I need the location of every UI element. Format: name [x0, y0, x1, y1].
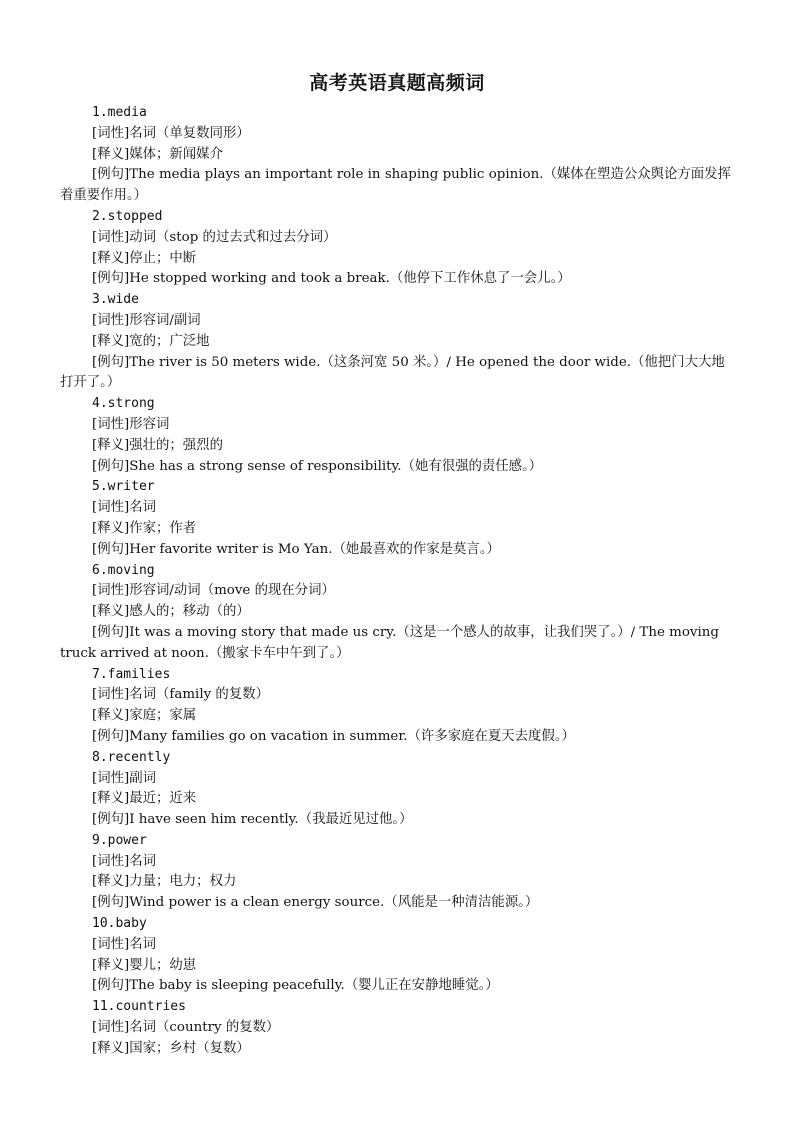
example-label: [例句]: [92, 167, 130, 183]
entry-pos-line: [60, 124, 736, 145]
entry-word: 4.strong: [92, 396, 155, 412]
entry-word: 2.stopped: [92, 208, 163, 224]
page-title: 高考英语真题高频词: [309, 72, 485, 94]
entry-word: 3.wide: [92, 292, 139, 308]
entry-meaning-line: [60, 145, 736, 166]
entry-pos-line: [60, 852, 736, 873]
example-label: [例句]: [92, 624, 130, 640]
entry-example: She has a strong sense of responsibility.（她有很强的责任感。）: [129, 458, 543, 474]
meaning-label: [释义]: [92, 333, 130, 349]
entry-meaning-line: [60, 1039, 736, 1060]
entry-word: 10.baby: [92, 916, 147, 932]
entry-pos-line: [60, 1018, 736, 1039]
entry-meaning: 停止；中断: [129, 250, 197, 266]
entry-pos-line: [60, 498, 736, 519]
entry-meaning: 家庭；家属: [129, 708, 197, 724]
entry-pos: 名词: [129, 500, 157, 516]
entry-meaning: 感人的；移动（的）: [129, 604, 250, 620]
meaning-label: [释义]: [92, 250, 130, 266]
entry-word: 6.moving: [92, 562, 155, 578]
entry-pos: 名词: [129, 853, 157, 869]
vocab-entry: [60, 997, 736, 1059]
entry-meaning: 强壮的；强烈的: [129, 437, 223, 453]
example-label: [例句]: [92, 354, 130, 370]
pos-label: [词性]: [92, 312, 130, 328]
entry-word: 7.families: [92, 666, 171, 682]
entry-pos-line: [60, 769, 736, 790]
example-label: [例句]: [92, 541, 130, 557]
entry-meaning-line: [60, 436, 736, 457]
entry-pos-line: [60, 311, 736, 332]
entry-meaning-line: [60, 249, 736, 270]
entry-example-line: [60, 623, 736, 665]
example-label: [例句]: [92, 812, 130, 828]
example-label: [例句]: [92, 978, 130, 994]
pos-label: [词性]: [92, 500, 130, 516]
entry-example-line: [60, 976, 736, 997]
vocab-entry: [60, 477, 736, 560]
entry-meaning-line: [60, 872, 736, 893]
entry-meaning: 国家；乡村（复数）: [129, 1040, 250, 1056]
entry-example: I have seen him recently.（我最近见过他。）: [129, 812, 413, 828]
entry-pos: 动词（stop 的过去式和过去分词）: [129, 229, 337, 245]
entry-meaning-line: [60, 956, 736, 977]
example-label: [例句]: [92, 271, 130, 287]
entry-word: 5.writer: [92, 479, 155, 495]
entry-example: He stopped working and took a break.（他停下工作休息了一会儿。）: [129, 271, 571, 287]
entry-meaning: 婴儿；幼崽: [129, 957, 197, 973]
vocab-entry: [60, 561, 736, 665]
meaning-label: [释义]: [92, 146, 130, 162]
entry-pos-line: [60, 415, 736, 436]
example-label: [例句]: [92, 895, 130, 911]
entry-meaning: 力量；电力；权力: [129, 874, 237, 890]
entry-example: The baby is sleeping peacefully.（婴儿正在安静地睡觉。）: [129, 978, 499, 994]
entry-pos: 名词: [129, 936, 157, 952]
meaning-label: [释义]: [92, 437, 130, 453]
entry-example-line: [60, 269, 736, 290]
entry-pos-line: [60, 228, 736, 249]
pos-label: [词性]: [92, 125, 130, 141]
entry-pos: 名词（family 的复数）: [129, 687, 269, 703]
vocab-entry: [60, 831, 736, 914]
entry-example: Wind power is a clean energy source.（风能是一种清洁能源。）: [129, 895, 539, 911]
meaning-label: [释义]: [92, 708, 130, 724]
pos-label: [词性]: [92, 416, 130, 432]
entry-word: 11.countries: [92, 999, 186, 1015]
entry-meaning: 宽的；广泛地: [129, 333, 210, 349]
entry-pos: 名词（单复数同形）: [129, 125, 250, 141]
entry-meaning-line: [60, 706, 736, 727]
entry-meaning-line: [60, 789, 736, 810]
entry-meaning: 媒体；新闻媒介: [129, 146, 223, 162]
meaning-label: [释义]: [92, 791, 130, 807]
entry-pos: 形容词/动词（move 的现在分词）: [129, 583, 335, 599]
pos-label: [词性]: [92, 853, 130, 869]
vocab-entry: [60, 394, 736, 477]
entry-example: Many families go on vacation in summer.（许多家庭在夏天去度假。）: [129, 728, 575, 744]
pos-label: [词性]: [92, 229, 130, 245]
entry-word: 1.media: [92, 105, 147, 120]
entry-pos-line: [60, 935, 736, 956]
entry-meaning: 最近；近来: [129, 791, 197, 807]
meaning-label: [释义]: [92, 874, 130, 890]
entry-meaning-line: [60, 332, 736, 353]
vocabulary-list: [60, 103, 736, 1060]
entry-example-line: [60, 893, 736, 914]
entry-example-line: [60, 457, 736, 478]
vocab-entry: [60, 665, 736, 748]
entry-example-line: [60, 540, 736, 561]
entry-example-line: [60, 353, 736, 395]
entry-word: 8.recently: [92, 749, 171, 765]
example-label: [例句]: [92, 728, 130, 744]
entry-meaning: 作家；作者: [129, 520, 197, 536]
entry-meaning-line: [60, 519, 736, 540]
entry-example-line: [60, 727, 736, 748]
entry-example-line: [60, 165, 736, 207]
meaning-label: [释义]: [92, 1040, 130, 1056]
pos-label: [词性]: [92, 936, 130, 952]
entry-pos-line: [60, 581, 736, 602]
entry-example: The media plays an important role in shaping public opinion.（媒体在塑造公众舆论方面发挥着重要作用。）: [60, 167, 731, 204]
vocab-entry: [60, 207, 736, 290]
meaning-label: [释义]: [92, 520, 130, 536]
entry-pos: 形容词/副词: [129, 312, 201, 328]
pos-label: [词性]: [92, 687, 130, 703]
vocab-entry: [60, 290, 736, 394]
vocab-entry: [60, 103, 736, 207]
pos-label: [词性]: [92, 1020, 130, 1036]
pos-label: [词性]: [92, 583, 130, 599]
example-label: [例句]: [92, 458, 130, 474]
entry-pos: 形容词: [129, 416, 170, 432]
entry-pos: 名词（country 的复数）: [129, 1020, 280, 1036]
entry-meaning-line: [60, 602, 736, 623]
entry-example: Her favorite writer is Mo Yan.（她最喜欢的作家是莫言。）: [129, 541, 500, 557]
meaning-label: [释义]: [92, 957, 130, 973]
pos-label: [词性]: [92, 770, 130, 786]
entry-example: It was a moving story that made us cry.（这是一个感人的故事，让我们哭了。）/ The moving truck arrived at noon.（搬家卡车中午到了。）: [60, 624, 719, 661]
vocab-entry: [60, 748, 736, 831]
entry-word: 9.power: [92, 832, 147, 848]
entry-pos-line: [60, 685, 736, 706]
entry-pos: 副词: [129, 770, 157, 786]
entry-example-line: [60, 810, 736, 831]
meaning-label: [释义]: [92, 604, 130, 620]
vocab-entry: [60, 914, 736, 997]
entry-example: The river is 50 meters wide.（这条河宽 50 米。）/ He opened the door wide.（他把门大大地打开了。）: [60, 354, 725, 391]
